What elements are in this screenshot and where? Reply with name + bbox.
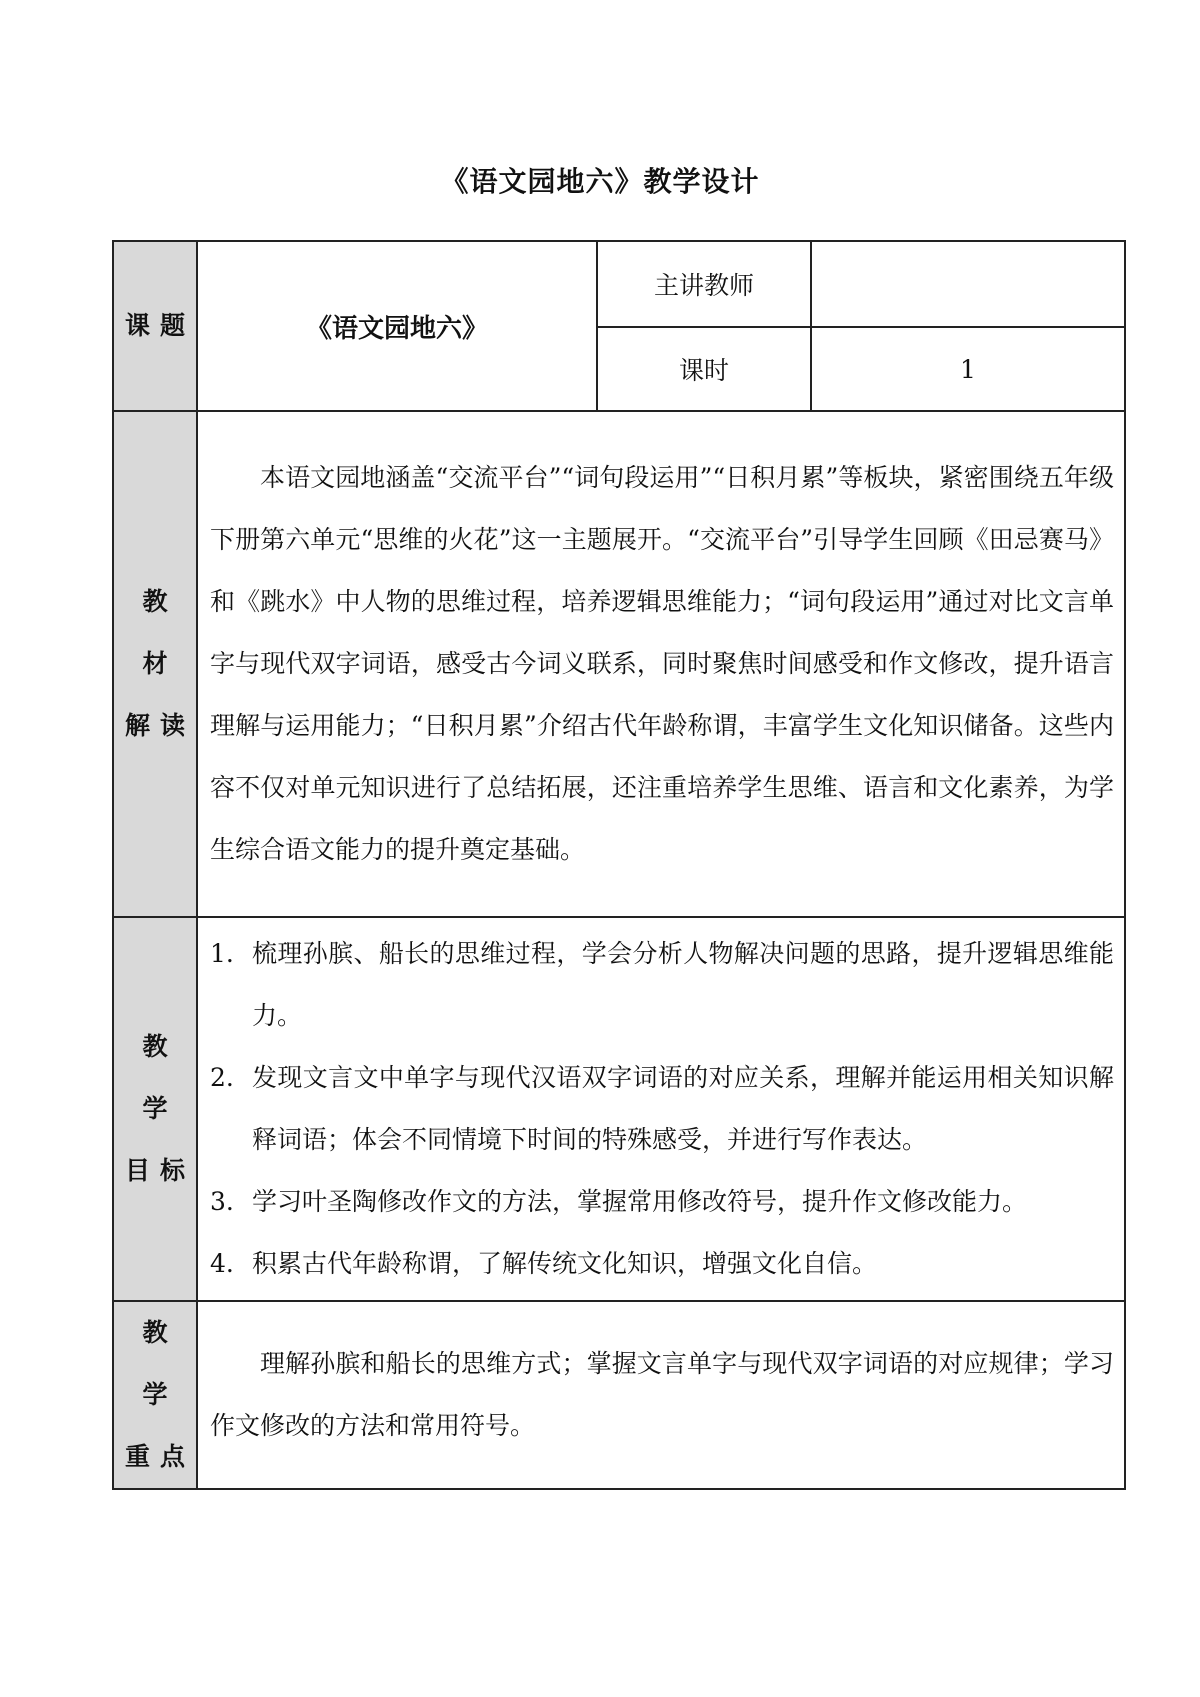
material-text: 本语文园地涵盖“交流平台”“词句段运用”“日积月累”等板块，紧密围绕五年级下册第六单元“思维的火花”这一主题展开。“交流平台”引导学生回顾《田忌赛马》和《跳水》中人物的思维过程，培养逻辑思维能力；“词句段运用”通过对比文言单字与现代双字词语，感受古今词义联系，同时聚焦时间感受和作文修改，提升语言理解与运用能力；“日积月累”介绍古代年龄称谓，丰富学生文化知识储备。这些内容不仅对单元知识进行了总结拓展，还注重培养学生思维、语言和文化素养，为学生综合语文能力的提升奠定基础。 [210, 463, 1114, 864]
goal-number: 4. [210, 1249, 234, 1278]
period-value: 1 [811, 327, 1125, 411]
material-label-line2: 解读 [124, 711, 195, 740]
goal-number: 1. [210, 939, 234, 968]
goals-label-cell [113, 917, 197, 1301]
goal-text: 积累古代年龄称谓，了解传统文化知识，增强文化自信。 [252, 1249, 878, 1278]
material-label-cell [113, 411, 197, 917]
goals-list [198, 923, 1124, 1295]
topic-value: 《语文园地六》 [197, 241, 597, 411]
period-label: 课时 [597, 327, 811, 411]
goal-item [210, 923, 1114, 1047]
lesson-plan-table [112, 240, 1126, 1490]
teacher-value [811, 241, 1125, 327]
material-label-line1: 教 材 [142, 587, 178, 678]
key-text: 理解孙膑和船长的思维方式；掌握文言单字与现代双字词语的对应规律；学习作文修改的方法和常用符号。 [210, 1349, 1114, 1440]
goals-cell [197, 917, 1125, 1301]
goal-number: 2. [210, 1063, 234, 1092]
key-label-line1: 教 学 [142, 1318, 178, 1409]
goal-text: 梳理孙膑、船长的思维过程，学会分析人物解决问题的思路，提升逻辑思维能力。 [252, 939, 1114, 1030]
key-label-line2: 重点 [124, 1442, 195, 1471]
key-cell [197, 1301, 1125, 1489]
topic-label: 课题 [124, 311, 195, 340]
goal-number: 3. [210, 1187, 234, 1216]
topic-label-cell [113, 241, 197, 411]
goal-item [210, 1047, 1114, 1171]
goal-item [210, 1233, 1114, 1295]
goal-item [210, 1171, 1114, 1233]
goal-text: 学习叶圣陶修改作文的方法，掌握常用修改符号，提升作文修改能力。 [252, 1187, 1028, 1216]
page-title: 《语文园地六》教学设计 [440, 165, 760, 198]
teacher-label: 主讲教师 [597, 241, 811, 327]
key-label-cell [113, 1301, 197, 1489]
goals-label-line1: 教 学 [142, 1032, 178, 1123]
material-cell [197, 411, 1125, 917]
goals-label-line2: 目标 [124, 1156, 195, 1185]
goal-text: 发现文言文中单字与现代汉语双字词语的对应关系，理解并能运用相关知识解释词语；体会不同情境下时间的特殊感受，并进行写作表达。 [252, 1063, 1114, 1154]
